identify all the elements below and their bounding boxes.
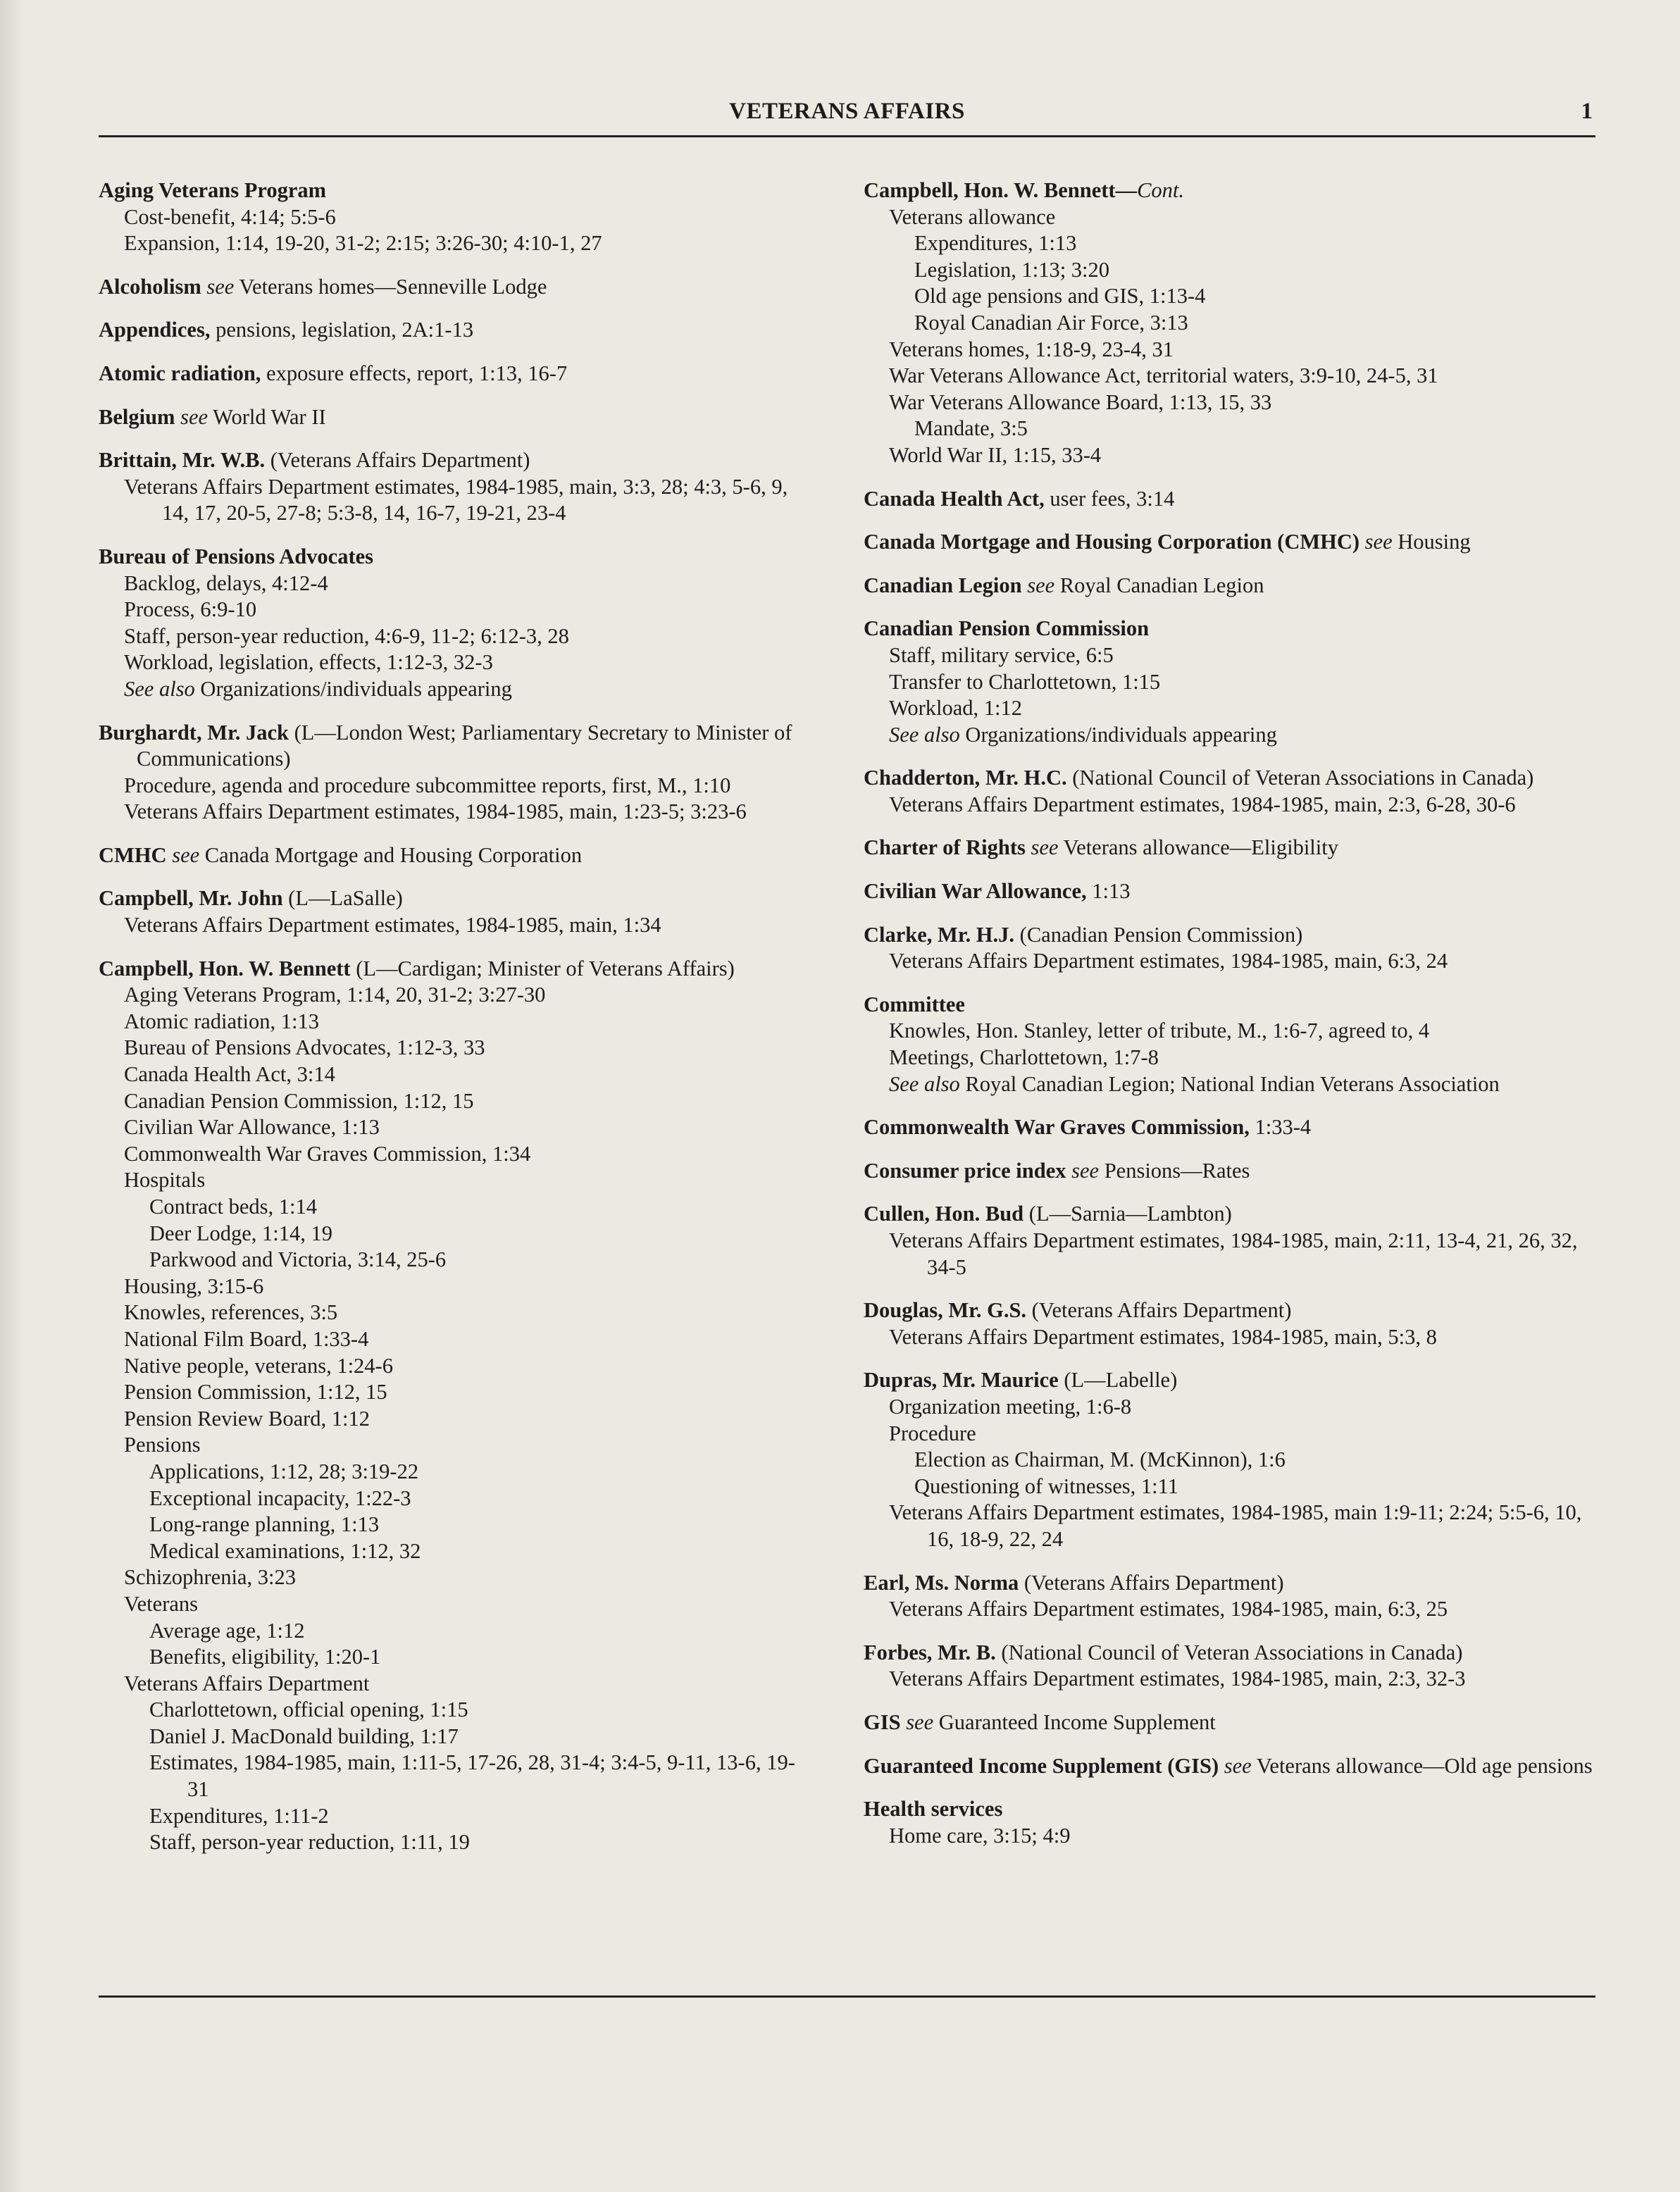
entry-text: user fees, 3:14 [1044, 486, 1175, 511]
index-entry [99, 317, 803, 344]
see-reference: see [1364, 530, 1393, 554]
entry-subitem: Transfer to Charlottetown, 1:15 [889, 669, 1161, 694]
entry-subitem: Commonwealth War Graves Commission, 1:34 [124, 1141, 531, 1166]
page-header [99, 99, 1595, 137]
index-column-right [864, 178, 1603, 1866]
see-reference: see [906, 1710, 934, 1734]
entry-subitem: Workload, 1:12 [889, 696, 1022, 721]
entry-heading: Chadderton, Mr. H.C. [864, 766, 1067, 790]
continued-marker: Cont. [1137, 178, 1185, 202]
index-entry [99, 720, 803, 826]
index-entry [864, 1753, 1603, 1780]
entry-subitem: Veterans Affairs Department estimates, 1984-1985, main 1:9-11; 2:24; 5:5-6, 10, 16, 18-9, 22, 24 [889, 1500, 1582, 1551]
entry-subsubitem: Questioning of witnesses, 1:11 [914, 1474, 1179, 1498]
index-entry [99, 361, 803, 387]
entry-heading: Committee [864, 992, 965, 1016]
entry-subsubitem: Benefits, eligibility, 1:20-1 [149, 1645, 381, 1669]
see-reference: see [1027, 573, 1055, 597]
entry-subitem: Veterans Affairs Department estimates, 1984-1985, main, 1:34 [124, 913, 661, 938]
page-number: 1 [1581, 99, 1593, 124]
entry-subsubitem: Average age, 1:12 [149, 1618, 305, 1643]
entry-subitem: See also Organizations/individuals appearing [889, 722, 1277, 747]
entry-subsubitem: Election as Chairman, M. (McKinnon), 1:6 [914, 1447, 1286, 1472]
entry-text: (L—Cardigan; Minister of Veterans Affairs) [350, 956, 735, 980]
entry-subitem: World War II, 1:15, 33-4 [889, 442, 1102, 467]
entry-text: Veterans homes—Senneville Lodge [234, 274, 547, 299]
entry-subsubitem: Old age pensions and GIS, 1:13-4 [914, 284, 1206, 309]
entry-subitem: Veterans Affairs Department estimates, 1984-1985, main, 2:11, 13-4, 21, 26, 32, 34-5 [889, 1228, 1578, 1279]
entry-subitem: Schizophrenia, 3:23 [124, 1565, 296, 1590]
entry-heading: Belgium [99, 404, 175, 429]
entry-heading: Health services [864, 1797, 1003, 1822]
entry-text: Housing [1392, 530, 1471, 554]
entry-subsubitem: Medical examinations, 1:12, 32 [149, 1538, 421, 1563]
entry-subitem: Organization meeting, 1:6-8 [889, 1394, 1132, 1419]
entry-text: (National Council of Veteran Associations in Canada) [1066, 766, 1534, 790]
scan-page-edge [0, 0, 24, 2192]
entry-text: World War II [208, 404, 326, 429]
entry-subitem: See also Royal Canadian Legion; National Indian Veterans Association [889, 1071, 1500, 1096]
entry-text: (L—LaSalle) [282, 886, 403, 911]
entry-subsubitem: Parkwood and Victoria, 3:14, 25-6 [149, 1247, 447, 1272]
entry-subitem: Meetings, Charlottetown, 1:7-8 [889, 1045, 1159, 1070]
entry-subitem: Procedure, agenda and procedure subcommittee reports, first, M., 1:10 [124, 773, 731, 797]
entry-subsubitem: Staff, person-year reduction, 1:11, 19 [149, 1830, 470, 1855]
entry-subsubitem: Expenditures, 1:11-2 [149, 1803, 329, 1828]
entry-heading: Burghardt, Mr. Jack [99, 720, 289, 745]
entry-subsubitem: Mandate, 3:5 [914, 416, 1028, 441]
index-entry [864, 835, 1603, 861]
see-reference: see [1224, 1753, 1252, 1778]
entry-heading: Cullen, Hon. Bud [864, 1202, 1024, 1226]
entry-heading: Charter of Rights [864, 835, 1026, 860]
entry-heading: Canada Mortgage and Housing Corporation (CMHC) [864, 530, 1360, 554]
entry-subitem: Veterans Affairs Department [124, 1671, 370, 1695]
entry-heading: Canadian Legion [864, 573, 1022, 597]
see-also-reference: See also [889, 722, 960, 747]
entry-text: Guaranteed Income Supplement [933, 1710, 1216, 1734]
index-entry [864, 573, 1603, 599]
entry-subitem: Housing, 3:15-6 [124, 1274, 264, 1298]
see-reference: see [1031, 835, 1059, 860]
entry-text: (Veterans Affairs Department) [1026, 1298, 1292, 1323]
entry-subitem: War Veterans Allowance Act, territorial waters, 3:9-10, 24-5, 31 [889, 363, 1438, 388]
index-entry [864, 765, 1603, 818]
footer-rule [99, 1995, 1595, 1998]
index-entry [99, 885, 803, 938]
entry-text: (L—Sarnia—Lambton) [1023, 1202, 1232, 1226]
entry-subitem: Civilian War Allowance, 1:13 [124, 1115, 380, 1140]
entry-subsubitem: Estimates, 1984-1985, main, 1:11-5, 17-26, 28, 31-4; 3:4-5, 9-11, 13-6, 19-31 [149, 1750, 795, 1802]
see-reference: see [1071, 1158, 1100, 1183]
entry-subitem: Knowles, Hon. Stanley, letter of tribute, M., 1:6-7, agreed to, 4 [889, 1019, 1430, 1043]
entry-heading: Campbell, Mr. John [99, 886, 283, 911]
index-entry [99, 274, 803, 301]
index-entry [99, 544, 803, 703]
entry-subsubitem: Expenditures, 1:13 [914, 231, 1077, 256]
entry-subitem: Veterans Affairs Department estimates, 1984-1985, main, 6:3, 24 [889, 949, 1448, 973]
entry-subitem: Veterans [124, 1591, 199, 1616]
index-entry [99, 842, 803, 869]
entry-heading: Aging Veterans Program [99, 178, 327, 202]
entry-subitem: Bureau of Pensions Advocates, 1:12-3, 33 [124, 1035, 485, 1060]
entry-text: Pensions—Rates [1099, 1158, 1250, 1183]
entry-subitem: Canada Health Act, 3:14 [124, 1062, 335, 1087]
index-entry [864, 1114, 1603, 1141]
entry-subitem: Cost-benefit, 4:14; 5:5-6 [124, 204, 336, 229]
entry-text: (Canadian Pension Commission) [1014, 922, 1303, 947]
entry-subitem: Pension Review Board, 1:12 [124, 1406, 371, 1431]
entry-text: (Veterans Affairs Department) [265, 448, 530, 473]
entry-subitem: Veterans homes, 1:18-9, 23-4, 31 [889, 337, 1174, 361]
entry-subsubitem: Daniel J. MacDonald building, 1:17 [149, 1724, 459, 1748]
entry-subitem: Canadian Pension Commission, 1:12, 15 [124, 1088, 474, 1113]
entry-subsubitem: Charlottetown, official opening, 1:15 [149, 1698, 468, 1722]
entry-subitem: Native people, veterans, 1:24-6 [124, 1353, 393, 1378]
entry-subitem: Backlog, delays, 4:12-4 [124, 571, 328, 595]
entry-subitem: Veterans Affairs Department estimates, 1984-1985, main, 1:23-5; 3:23-6 [124, 799, 747, 824]
index-entry [99, 404, 803, 431]
entry-heading: Clarke, Mr. H.J. [864, 922, 1015, 947]
entry-heading: Dupras, Mr. Maurice [864, 1368, 1059, 1393]
entry-text: (Veterans Affairs Department) [1019, 1570, 1284, 1595]
index-entry [99, 178, 803, 257]
entry-text: pensions, legislation, 2A:1-13 [210, 318, 474, 342]
entry-text: (L—London West; Parliamentary Secretary to Minister of Communications) [137, 720, 792, 771]
entry-text: 1:33-4 [1249, 1115, 1312, 1140]
see-reference: see [180, 404, 209, 429]
entry-heading: Canadian Pension Commission [864, 616, 1150, 641]
entry-text: 1:13 [1086, 879, 1131, 904]
index-entry [864, 616, 1603, 748]
entry-text: Veterans allowance—Eligibility [1058, 835, 1338, 860]
index-entry [864, 878, 1603, 905]
entry-subsubitem: Long-range planning, 1:13 [149, 1512, 380, 1537]
see-reference: see [172, 842, 200, 867]
index-entry [864, 178, 1603, 469]
see-also-reference: See also [889, 1071, 960, 1096]
entry-heading: Alcoholism [99, 274, 201, 299]
entry-heading: Canada Health Act, [864, 486, 1045, 511]
index-entry [864, 922, 1603, 975]
see-reference: see [206, 274, 235, 299]
entry-subsubitem: Legislation, 1:13; 3:20 [914, 257, 1110, 282]
index-entry [864, 1570, 1603, 1623]
entry-subsubitem: Deer Lodge, 1:14, 19 [149, 1221, 333, 1245]
index-entry [99, 956, 803, 1856]
entry-text: Royal Canadian Legion [1054, 573, 1264, 597]
entry-heading: Earl, Ms. Norma [864, 1570, 1019, 1595]
index-entry [99, 447, 803, 527]
entry-subitem: Process, 6:9-10 [124, 597, 257, 622]
entry-heading: Forbes, Mr. B. [864, 1640, 996, 1664]
entry-text: Veterans allowance—Old age pensions [1251, 1753, 1593, 1778]
entry-subitem: Home care, 3:15; 4:9 [889, 1823, 1071, 1848]
entry-subitem: Veterans Affairs Department estimates, 1984-1985, main, 2:3, 32-3 [889, 1667, 1466, 1691]
entry-heading: GIS [864, 1710, 901, 1734]
entry-heading: Appendices, [99, 318, 211, 342]
entry-heading: Campbell, Hon. W. Bennett— [864, 178, 1138, 202]
index-entry [864, 1640, 1603, 1693]
entry-heading: Brittain, Mr. W.B. [99, 448, 266, 473]
entry-subitem: Staff, person-year reduction, 4:6-9, 11-2; 6:12-3, 28 [124, 623, 569, 648]
entry-subsubitem: Exceptional incapacity, 1:22-3 [149, 1486, 411, 1510]
entry-subitem: Pensions [124, 1433, 201, 1457]
entry-heading: Consumer price index [864, 1158, 1066, 1183]
index-entry [864, 1158, 1603, 1185]
index-entry [864, 1710, 1603, 1736]
entry-subitem: Veterans Affairs Department estimates, 1984-1985, main, 2:3, 6-28, 30-6 [889, 792, 1516, 816]
index-column-left [99, 178, 803, 1873]
entry-subitem: Aging Veterans Program, 1:14, 20, 31-2; 3:27-30 [124, 983, 546, 1007]
entry-subitem: Veterans Affairs Department estimates, 1984-1985, main, 3:3, 28; 4:3, 5-6, 9, 14, 17, 20-5, 27-8; 5:3-8, 14, 16-7, 19-21, 23-4 [124, 474, 788, 525]
entry-subitem: Atomic radiation, 1:13 [124, 1009, 319, 1033]
entry-subitem: War Veterans Allowance Board, 1:13, 15, 33 [889, 390, 1272, 414]
entry-subitem: Workload, legislation, effects, 1:12-3, 32-3 [124, 650, 493, 675]
entry-subitem: Veterans Affairs Department estimates, 1984-1985, main, 5:3, 8 [889, 1324, 1437, 1349]
entry-heading: Guaranteed Income Supplement (GIS) [864, 1753, 1219, 1778]
index-entry [864, 992, 1603, 1097]
entry-heading: Civilian War Allowance, [864, 879, 1087, 904]
entry-subitem: Expansion, 1:14, 19-20, 31-2; 2:15; 3:26-30; 4:10-1, 27 [124, 231, 602, 256]
entry-subitem: Veterans Affairs Department estimates, 1984-1985, main, 6:3, 25 [889, 1597, 1448, 1621]
index-entry [864, 529, 1603, 556]
index-entry [864, 1796, 1603, 1849]
entry-subitem: Pension Commission, 1:12, 15 [124, 1380, 387, 1405]
index-entry [864, 1367, 1603, 1552]
entry-text: exposure effects, report, 1:13, 16-7 [261, 361, 568, 385]
entry-subitem: Staff, military service, 6:5 [889, 642, 1114, 667]
entry-subsubitem: Applications, 1:12, 28; 3:19-22 [149, 1459, 419, 1483]
entry-subitem: National Film Board, 1:33-4 [124, 1326, 369, 1351]
index-entry [864, 1297, 1603, 1350]
page-title: VETERANS AFFAIRS [729, 99, 965, 124]
entry-subitem: Veterans allowance [889, 204, 1056, 229]
entry-text: (National Council of Veteran Associations in Canada) [995, 1640, 1463, 1664]
index-entry [864, 1201, 1603, 1281]
see-also-reference: See also [124, 676, 195, 701]
entry-heading: Douglas, Mr. G.S. [864, 1298, 1027, 1323]
entry-subsubitem: Contract beds, 1:14 [149, 1195, 318, 1219]
entry-heading: Campbell, Hon. W. Bennett [99, 956, 351, 980]
entry-subitem: Hospitals [124, 1168, 206, 1192]
entry-text: Canada Mortgage and Housing Corporation [199, 842, 583, 867]
entry-heading: CMHC [99, 842, 167, 867]
entry-subsubitem: Royal Canadian Air Force, 3:13 [914, 310, 1188, 335]
entry-heading: Commonwealth War Graves Commission, [864, 1115, 1250, 1140]
entry-heading: Atomic radiation, [99, 361, 261, 385]
entry-subitem: See also Organizations/individuals appearing [124, 676, 512, 701]
entry-subitem: Procedure [889, 1421, 976, 1445]
index-entry [864, 486, 1603, 513]
entry-subitem: Knowles, references, 3:5 [124, 1300, 338, 1325]
entry-text: (L—Labelle) [1058, 1368, 1178, 1393]
entry-heading: Bureau of Pensions Advocates [99, 544, 374, 568]
